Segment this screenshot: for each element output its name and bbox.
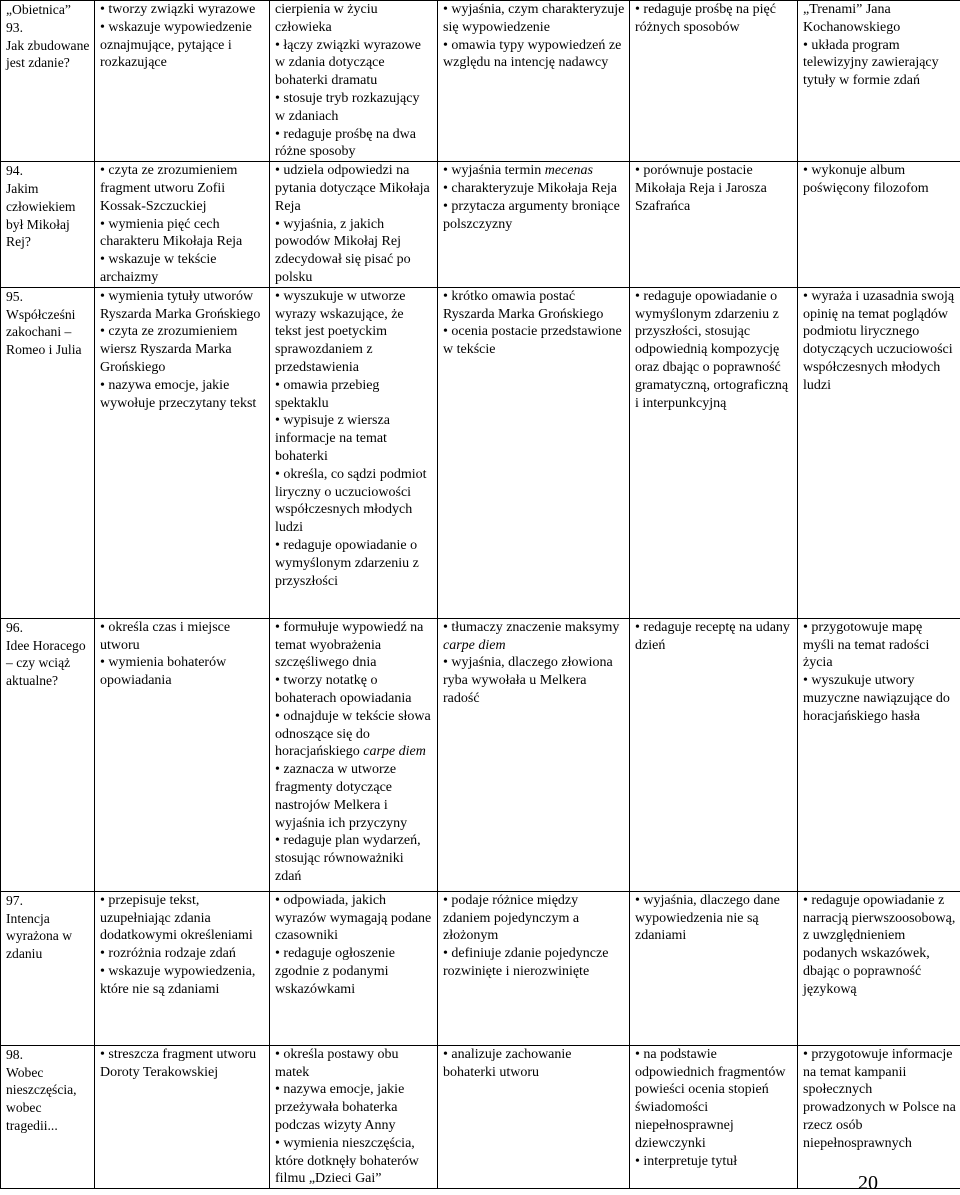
item-text: określa czas i miejsce utworu: [100, 620, 230, 653]
advanced-requirements-cell: [438, 618, 630, 891]
item-text: wyraża i uzasadnia swoją opinię na temat poglądów podmiotu lirycznego dotyczących uczuciowości współczesnych młodych ludzi: [803, 289, 954, 393]
item-text: wyjaśnia, dlaczego dane wypowiedzenia nie są zdaniami: [635, 893, 780, 944]
extended-requirements-cell: [270, 162, 438, 288]
advanced-requirements-cell: [438, 1, 630, 162]
requirement-list: [443, 892, 625, 981]
topic-text: [6, 306, 90, 359]
requirement-list: [100, 162, 265, 287]
item-text: przygotowuje mapę myśli na temat radości życia: [803, 620, 929, 671]
topic-text: [6, 1046, 90, 1064]
item-text: omawia typy wypowiedzeń ze względu na intencję nadawcy: [443, 38, 621, 71]
full-requirements-cell: [630, 1045, 798, 1188]
requirement-list: [443, 288, 625, 359]
requirement-list: [803, 288, 956, 395]
advanced-requirements-cell: [438, 287, 630, 618]
requirement-item: [635, 892, 793, 945]
extended-requirements-cell: [270, 1, 438, 162]
item-text: przytacza argumenty broniące polszczyzny: [443, 199, 620, 232]
requirement-list: [100, 288, 265, 413]
requirement-item: [635, 1, 793, 37]
item-text: wymienia tytuły utworów Ryszarda Marka Grońskiego: [100, 289, 260, 322]
item-text: czyta ze zrozumieniem fragment utworu Zofii Kossak-Szczuckiej: [100, 163, 237, 214]
advanced-requirements-cell: [438, 1045, 630, 1188]
item-text: 94.: [6, 163, 23, 178]
requirement-item: [275, 37, 433, 90]
requirement-list: [443, 1, 625, 72]
requirement-item: [275, 1135, 433, 1188]
item-text: wskazuje wypowiedzenia, które nie są zdaniami: [100, 964, 255, 997]
requirement-item: [443, 37, 625, 73]
excellent-requirements-cell: [798, 891, 960, 1045]
requirement-list: [100, 1, 265, 72]
requirement-item: [275, 892, 433, 945]
item-text: wskazuje w tekście archaizmy: [100, 252, 216, 285]
requirement-item: [275, 945, 433, 998]
requirement-item: [100, 945, 265, 963]
requirement-item: [100, 1046, 265, 1082]
requirement-item: [275, 288, 433, 377]
requirement-item: [803, 162, 956, 198]
item-text: redaguje plan wydarzeń, stosując równoważniki zdań: [275, 833, 421, 884]
requirement-list: [635, 288, 793, 413]
topic-cell: [1, 162, 95, 288]
item-text: redaguje ogłoszenie zgodnie z podanymi wskazówkami: [275, 946, 395, 997]
item-text: 95.: [6, 289, 23, 304]
requirement-list: [6, 619, 90, 690]
item-text: analizuje zachowanie bohaterki utworu: [443, 1047, 572, 1080]
lesson-row: [1, 1, 960, 162]
item-text: redaguje opowiadanie o wymyślonym zdarzeniu z przyszłości, stosując odpowiednią kompozycję oraz dbając o poprawność gramatyczną, ortograficzną i interpunkcyjną: [635, 289, 788, 411]
item-text: przygotowuje informacje na temat kampanii społecznych prowadzonych w Polsce na rzecz osób niepełnosprawnych: [803, 1047, 956, 1151]
requirement-item: [443, 198, 625, 234]
requirement-item: [803, 892, 956, 999]
basic-requirements-cell: [95, 891, 270, 1045]
topic-text: [6, 619, 90, 637]
topic-cell: [1, 618, 95, 891]
full-requirements-cell: [630, 891, 798, 1045]
item-text: Wobec nieszczęścia, wobec tragedii...: [6, 1065, 77, 1133]
requirement-item: [275, 1046, 433, 1082]
item-text: omawia przebieg spektaklu: [275, 378, 379, 411]
topic-text: [6, 1, 90, 19]
lesson-row: [1, 287, 960, 618]
requirement-list: [275, 619, 433, 886]
requirement-item: [275, 377, 433, 413]
topic-text: [6, 162, 90, 180]
requirement-item: [100, 1, 265, 19]
requirement-item: [443, 323, 625, 359]
italic-term: carpe diem: [363, 744, 426, 759]
basic-requirements-cell: [95, 1045, 270, 1188]
item-text: nazywa emocje, jakie przeżywała bohaterka podczas wizyty Anny: [275, 1082, 404, 1133]
requirement-item: [443, 945, 625, 981]
requirement-item: [100, 19, 265, 72]
item-text: wyjaśnia, dlaczego złowiona ryba wywołała u Melkera radość: [443, 655, 613, 706]
requirement-item: [803, 1, 956, 37]
item-text: nazywa emocje, jakie wywołuje przeczytany tekst: [100, 378, 256, 411]
extended-requirements-cell: [270, 1045, 438, 1188]
item-text: układa program telewizyjny zawierający tytuły w formie zdań: [803, 38, 939, 89]
requirement-item: [443, 1046, 625, 1082]
item-text: wymienia bohaterów opowiadania: [100, 655, 226, 688]
full-requirements-cell: [630, 618, 798, 891]
requirement-item: [275, 708, 433, 761]
item-text: 98.: [6, 1047, 23, 1062]
item-text: tłumaczy znaczenie maksymy: [451, 620, 619, 635]
item-text: wymienia pięć cech charakteru Mikołaja Reja: [100, 217, 242, 250]
requirement-item: [275, 126, 433, 162]
requirement-list: [635, 162, 793, 215]
item-text: interpretuje tytuł: [643, 1154, 737, 1169]
full-requirements-cell: [630, 1, 798, 162]
requirement-item: [275, 761, 433, 832]
topic-cell: [1, 891, 95, 1045]
basic-requirements-cell: [95, 1, 270, 162]
item-text: czyta ze zrozumieniem wiersz Ryszarda Marka Grońskiego: [100, 324, 237, 375]
extended-requirements-cell: [270, 891, 438, 1045]
lesson-row: [1, 162, 960, 288]
advanced-requirements-cell: [438, 891, 630, 1045]
requirement-item: [100, 251, 265, 287]
requirement-list: [443, 619, 625, 708]
item-text: wypisuje z wiersza informacje na temat bohaterki: [275, 413, 390, 464]
full-requirements-cell: [630, 162, 798, 288]
item-text: wyjaśnia, czym charakteryzuje się wypowiedzenie: [443, 2, 624, 35]
lesson-row: [1, 618, 960, 891]
item-text: podaje różnice między zdaniem pojedynczym a złożonym: [443, 893, 579, 944]
item-text: wykonuje album poświęcony filozofom: [803, 163, 929, 196]
requirement-item: [803, 672, 956, 725]
requirement-item: [635, 162, 793, 215]
item-text: udziela odpowiedzi na pytania dotyczące Mikołaja Reja: [275, 163, 430, 214]
requirement-list: [803, 892, 956, 999]
advanced-requirements-cell: [438, 162, 630, 288]
excellent-requirements-cell: [798, 1045, 960, 1188]
requirement-list: [6, 1, 90, 72]
requirement-list: [275, 162, 433, 287]
requirement-list: [275, 288, 433, 591]
item-text: zaznacza w utworze fragmenty dotyczące nastrojów Melkera i wyjaśnia ich przyczyny: [275, 762, 407, 830]
requirement-list: [803, 619, 956, 726]
requirement-item: [275, 90, 433, 126]
requirement-item: [443, 619, 625, 655]
requirement-item: [635, 288, 793, 413]
item-text: wymienia nieszczęścia, które dotknęły bohaterów filmu „Dzieci Gai”: [275, 1136, 419, 1187]
requirement-list: [275, 1, 433, 161]
item-text: na podstawie odpowiednich fragmentów powieści ocenia stopień świadomości niepełnosprawnej dziewczynki: [635, 1047, 785, 1151]
item-text: ocenia postacie przedstawione w tekście: [443, 324, 622, 357]
item-text: „Obietnica”: [6, 2, 71, 17]
item-text: określa, co sądzi podmiot liryczny o uczuciowości współczesnych młodych ludzi: [275, 467, 426, 535]
topic-cell: [1, 1, 95, 162]
requirement-item: [275, 619, 433, 672]
italic-term: carpe diem: [443, 638, 506, 653]
requirement-list: [6, 288, 90, 359]
item-text: redaguje prośbę na pięć różnych sposobów: [635, 2, 776, 35]
requirement-item: [100, 216, 265, 252]
requirement-list: [443, 1046, 625, 1082]
item-text: określa postawy obu matek: [275, 1047, 399, 1080]
item-text: Intencja wyrażona w zdaniu: [6, 911, 72, 962]
requirement-list: [6, 892, 90, 963]
lesson-row: [1, 891, 960, 1045]
topic-text: [6, 1064, 90, 1135]
item-text: streszcza fragment utworu Doroty Terakowskiej: [100, 1047, 256, 1080]
excellent-requirements-cell: [798, 287, 960, 618]
topic-text: [6, 910, 90, 963]
item-text: wyjaśnia termin: [451, 163, 544, 178]
item-text: odpowiada, jakich wyrazów wymagają podane czasowniki: [275, 893, 431, 944]
topic-text: [6, 37, 90, 73]
requirement-item: [100, 963, 265, 999]
requirement-item: [100, 892, 265, 945]
item-text: „Trenami” Jana Kochanowskiego: [803, 2, 900, 35]
requirement-item: [803, 1046, 956, 1153]
item-text: wyszukuje utwory muzyczne nawiązujące do horacjańskiego hasła: [803, 673, 950, 724]
item-text: charakteryzuje Mikołaja Reja: [451, 181, 617, 196]
topic-text: [6, 892, 90, 910]
requirement-item: [275, 832, 433, 885]
requirement-list: [275, 892, 433, 999]
requirement-item: [443, 288, 625, 324]
item-text: redaguje opowiadanie o wymyślonym zdarzeniu z przyszłości: [275, 538, 419, 589]
item-text: redaguje receptę na udany dzień: [635, 620, 790, 653]
requirement-item: [275, 672, 433, 708]
requirement-list: [6, 1046, 90, 1135]
requirement-item: [803, 37, 956, 90]
basic-requirements-cell: [95, 618, 270, 891]
item-text: Współcześni zakochani – Romeo i Julia: [6, 307, 82, 358]
requirement-item: [635, 1153, 793, 1171]
item-text: wyjaśnia, z jakich powodów Mikołaj Rej zdecydował się pisać po polsku: [275, 217, 411, 285]
requirement-item: [275, 1, 433, 37]
page-number: 20: [858, 1172, 878, 1195]
item-text: wskazuje wypowiedzenie oznajmujące, pytające i rozkazujące: [100, 20, 252, 71]
requirement-list: [635, 619, 793, 655]
item-text: 96.: [6, 620, 23, 635]
topic-text: [6, 637, 90, 690]
requirement-list: [803, 1, 956, 90]
requirement-item: [275, 466, 433, 537]
requirement-item: [635, 619, 793, 655]
requirement-item: [443, 654, 625, 707]
topic-cell: [1, 287, 95, 618]
topic-text: [6, 288, 90, 306]
requirement-list: [803, 1046, 956, 1153]
requirement-list: [100, 892, 265, 999]
item-text: Jak zbudowane jest zdanie?: [6, 38, 89, 71]
excellent-requirements-cell: [798, 618, 960, 891]
requirement-list: [6, 162, 90, 251]
requirement-item: [443, 1, 625, 37]
requirement-item: [635, 1046, 793, 1153]
requirement-item: [100, 619, 265, 655]
lesson-row: [1, 1045, 960, 1188]
requirement-list: [635, 1, 793, 37]
requirement-item: [803, 288, 956, 395]
item-text: odnajduje w tekście słowa odnoszące się do horacjańskiego: [275, 709, 431, 760]
topic-cell: [1, 1045, 95, 1188]
requirement-item: [100, 162, 265, 215]
extended-requirements-cell: [270, 618, 438, 891]
requirement-item: [275, 412, 433, 465]
extended-requirements-cell: [270, 287, 438, 618]
item-text: łączy związki wyrazowe w zdania dotyczące bohaterki dramatu: [275, 38, 421, 89]
requirement-list: [635, 1046, 793, 1171]
requirement-item: [100, 323, 265, 376]
basic-requirements-cell: [95, 162, 270, 288]
requirement-list: [275, 1046, 433, 1188]
requirement-item: [275, 216, 433, 287]
item-text: rozróżnia rodzaje zdań: [108, 946, 235, 961]
requirement-item: [100, 377, 265, 413]
item-text: 93.: [6, 20, 23, 35]
item-text: stosuje tryb rozkazujący w zdaniach: [275, 91, 419, 124]
item-text: redaguje prośbę na dwa różne sposoby: [275, 127, 416, 160]
item-text: Jakim człowiekiem był Mikołaj Rej?: [6, 181, 75, 249]
item-text: przepisuje tekst, uzupełniając zdania dodatkowymi określeniami: [100, 893, 253, 944]
item-text: krótko omawia postać Ryszarda Marka Grońskiego: [443, 289, 603, 322]
item-text: 97.: [6, 893, 23, 908]
item-text: porównuje postacie Mikołaja Reja i Jarosza Szafrańca: [635, 163, 767, 214]
item-text: redaguje opowiadanie z narracją pierwszoosobową, z uwzględnieniem podanych wskazówek, dbając o poprawność językową: [803, 893, 955, 997]
requirement-item: [443, 162, 625, 180]
excellent-requirements-cell: [798, 1, 960, 162]
requirement-item: [100, 654, 265, 690]
basic-requirements-cell: [95, 287, 270, 618]
requirement-list: [100, 1046, 265, 1082]
item-text: wyszukuje w utworze wyrazy wskazujące, że tekst jest poetyckim sprawozdaniem z przedstawienia: [275, 289, 405, 375]
requirement-item: [803, 619, 956, 672]
topic-text: [6, 180, 90, 251]
requirement-item: [443, 892, 625, 945]
requirement-item: [100, 288, 265, 324]
item-text: definiuje zdanie pojedyncze rozwinięte i nierozwinięte: [443, 946, 608, 979]
item-text: formułuje wypowiedź na temat wyobrażenia szczęśliwego dnia: [275, 620, 423, 671]
requirement-list: [635, 892, 793, 945]
requirement-item: [275, 162, 433, 215]
requirement-item: [443, 180, 625, 198]
requirement-list: [100, 619, 265, 690]
topic-text: [6, 19, 90, 37]
requirement-list: [803, 162, 956, 198]
italic-term: mecenas: [545, 163, 593, 178]
lesson-plan-body: [1, 1, 960, 1189]
requirement-list: [443, 162, 625, 233]
requirement-item: [275, 1081, 433, 1134]
item-text: tworzy notatkę o bohaterach opowiadania: [275, 673, 411, 706]
full-requirements-cell: [630, 287, 798, 618]
item-text: tworzy związki wyrazowe: [108, 2, 255, 17]
item-text: cierpienia w życiu człowieka: [275, 2, 378, 35]
item-text: Idee Horacego – czy wciąż aktualne?: [6, 638, 86, 689]
requirement-item: [275, 537, 433, 590]
excellent-requirements-cell: [798, 162, 960, 288]
